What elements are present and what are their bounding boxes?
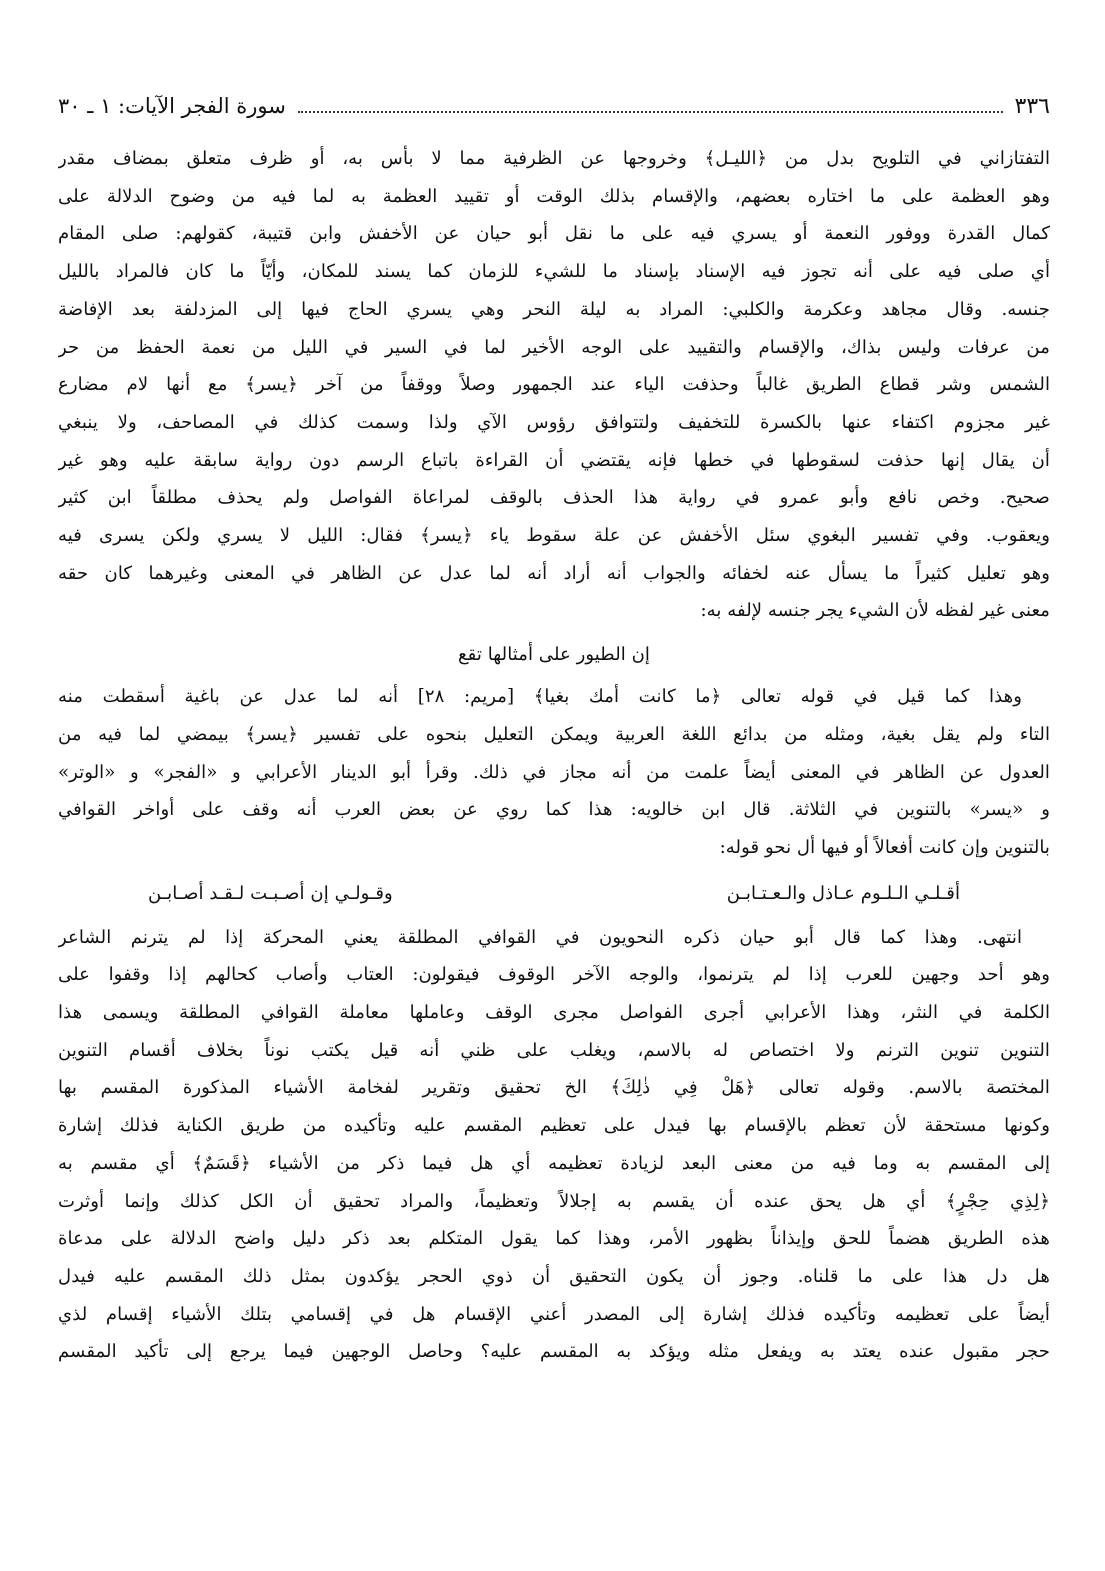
text-line: أيضاً على تعظيمه وتأكيده فذلك إشارة إلى المصدر أعني الإقسام هل في إقسامي بتلك الأشياء إقسام لذي: [58, 1303, 1050, 1325]
text-line: جنسه. وقال مجاهد وعكرمة والكلبي: المراد به ليلة النحر وهي يسري الحاج فيها إلى المزدلفة بعد الإفاضة: [58, 298, 1050, 320]
text-line: معنى غير لفظه لأن الشيء يجر جنسه لإلفه به:: [700, 600, 1050, 622]
paragraph-2: [58, 678, 1050, 867]
text-line: وهو أحد وجهين للعرب إذا لم يترنموا، والوجه الآخر الوقوف فيقولون: العتاب وأصاب كحالهم إذا وقفوا على: [58, 964, 1050, 986]
text-line: العدول عن الظاهر في المعنى أيضاً علمت من أنه مجاز في ذلك. وقرأ أبو الدينار الأعرابي و «الفجر» و «الوتر»: [58, 761, 1050, 783]
text-line: غير مجزوم اكتفاء عنها بالكسرة للتخفيف ولتتوافق رؤوس الآي ولذا وسمت كذلك في المصاحف، ولا ينبغي: [58, 411, 1050, 433]
text-line: التاء ولم يقل بغية، ومثله من بدائع اللغة العربية ويمكن التعليل بنحوه على تفسير ﴿يسر﴾ بيمضي لما فيه من: [58, 723, 1050, 745]
quoted-verse: إن الطيور على أمثالها تقع: [458, 644, 650, 666]
text-line: ويعقوب. وفي تفسير البغوي سئل الأخفش عن علة سقوط ياء ﴿يسر﴾ فقال: الليل لا يسري ولكن يسرى فيه: [58, 525, 1050, 547]
text-line: من عرفات وليس بذاك، والإقسام والتقييد على الوجه الأخير لما في السير في الليل من نعمة الحفظ من حر: [58, 336, 1050, 358]
header-dot-leader: [298, 91, 1003, 113]
text-line: وكونها مستحقة لأن تعظم بالإقسام بها فيدل على تعظيم المقسم عليه وتأكيده من طريق الكناية فذلك إشارة: [58, 1115, 1050, 1137]
header-title: سورة الفجر الآيات: ١ ـ ٣٠: [58, 94, 286, 118]
text-line: هذه الطريق هضماً للحق وإيذاناً بظهور الأمر، وهذا كما يقول المتكلم بعد ذكر دليل واضح الدلالة على مدعاة: [58, 1228, 1050, 1250]
paragraph-1: [58, 140, 1050, 630]
text-line: حجر مقبول عنده يعتد به ويفعل مثله ويؤكد به المقسم عليه؟ وحاصل الوجهين فيما يرجع إلى تأكيد المقسم: [58, 1341, 1050, 1363]
poem-first-hemistich: أقـلـي الـلـوم عـاذل والـعـتـابـن: [726, 882, 960, 904]
text-line: انتهى. وهذا كما قال أبو حيان ذكره النحويون في القوافي المطلقة يعني المحركة إذا لم يترنم الشاعر: [58, 926, 1022, 948]
text-line: و «يسر» بالتنوين في الثلاثة. قال ابن خالويه: هذا كما روي عن بعض العرب أنه وقف على أواخر القوافي: [58, 799, 1050, 821]
paragraph-3: [58, 919, 1050, 1371]
text-line: أي صلى فيه على أنه تجوز فيه الإسناد بإسناد ما للشيء للزمان كما يسند للمكان، وأيّاً ما كان فالمراد بالليل: [58, 261, 1050, 283]
text-line: هل دل هذا على ما قلناه. وجوز أن يكون التحقيق أن ذوي الحجر يؤكدون بمثل ذلك المقسم عليه فيدل: [58, 1265, 1050, 1287]
text-line: التنوين تنوين الترنم ولا اختصاص له بالاسم، ويغلب على ظني أنه قيل يكتب نوناً بخلاف أقسام التنوين: [58, 1039, 1050, 1061]
text-line: وهو تعليل كثيراً ما يسأل عنه لخفائه والجواب أنه أراد أنه لما عدل عن الظاهر في المعنى وغيرهما كان حقه: [58, 562, 1050, 584]
text-line: وهو العظمة على ما اختاره بعضهم، والإقسام بذلك الوقت أو تقييد العظمة به لما فيه من وضوح الدلالة على: [58, 185, 1050, 207]
text-line: التفتازاني في التلويح بدل من ﴿الليـل﴾ وخروجها عن الظرفية مما لا بأس به، أو ظرف متعلق بمضاف مقدر: [58, 148, 1050, 169]
text-line: الكلمة في النثر، وهذا الأعرابي أجرى الفواصل مجرى الوقف وعاملها معاملة القوافي المطلقة ويسمى هذا: [58, 1002, 1050, 1024]
text-line: كمال القدرة ووفور النعمة أو يسري فيه على ما نقل أبو حيان عن الأخفش وابن قتيبة، كقولهم: صلى المقام: [58, 223, 1050, 245]
document-page: [58, 0, 1050, 1571]
text-line: أن يقال إنها حذفت لسقوطها في خطها فإنه يقتضي أن القراءة باتباع الرسم دون رواية سابقة عليه وهو غير: [58, 449, 1050, 471]
text-line: ﴿لِذِي حِجْرٍ﴾ أي هل يحق عنده أن يقسم به إجلالاً وتعظيماً، والمراد تحقيق أن الكل كذلك وإنما أوثرت: [58, 1190, 1050, 1212]
text-line: بالتنوين وإن كانت أفعالاً أو فيها أل نحو قوله:: [719, 836, 1050, 858]
text-line: وهذا كما قيل في قوله تعالى ﴿ما كانت أمك بغيا﴾ [مريم: ٢٨] أنه لما عدل عن باغية أسقطت منه: [58, 686, 1022, 708]
running-header: [58, 86, 1050, 126]
text-line: صحيح. وخص نافع وأبو عمرو في رواية هذا الحذف بالوقف لمراعاة الفواصل ولم يحذف مطلقاً ابن كثير: [58, 487, 1050, 509]
text-line: المختصة بالاسم. وقوله تعالى ﴿هَلْ فِي ذٰلِكَ﴾ الخ تحقيق وتقرير لفخامة الأشياء المذكورة المقسم بها: [58, 1077, 1050, 1099]
poem-second-hemistich: وقـولـي إن أصـبـت لـقـد أصـابـن: [148, 882, 393, 904]
page-body: [58, 140, 1050, 1371]
poem-verse: [58, 871, 1050, 917]
page-number: ٣٣٦: [1014, 93, 1050, 119]
text-line: إلى المقسم به وما فيه من معنى البعد لزيادة تعظيمه أي هل فيما ذكر من الأشياء ﴿قَسَمٌ﴾ أي مقسم به: [58, 1152, 1050, 1174]
text-line: الشمس وشر قطاع الطريق غالباً وحذفت الياء عند الجمهور وصلاً ووقفاً من آخر ﴿يسر﴾ مع أنها لام مضارع: [58, 374, 1050, 396]
